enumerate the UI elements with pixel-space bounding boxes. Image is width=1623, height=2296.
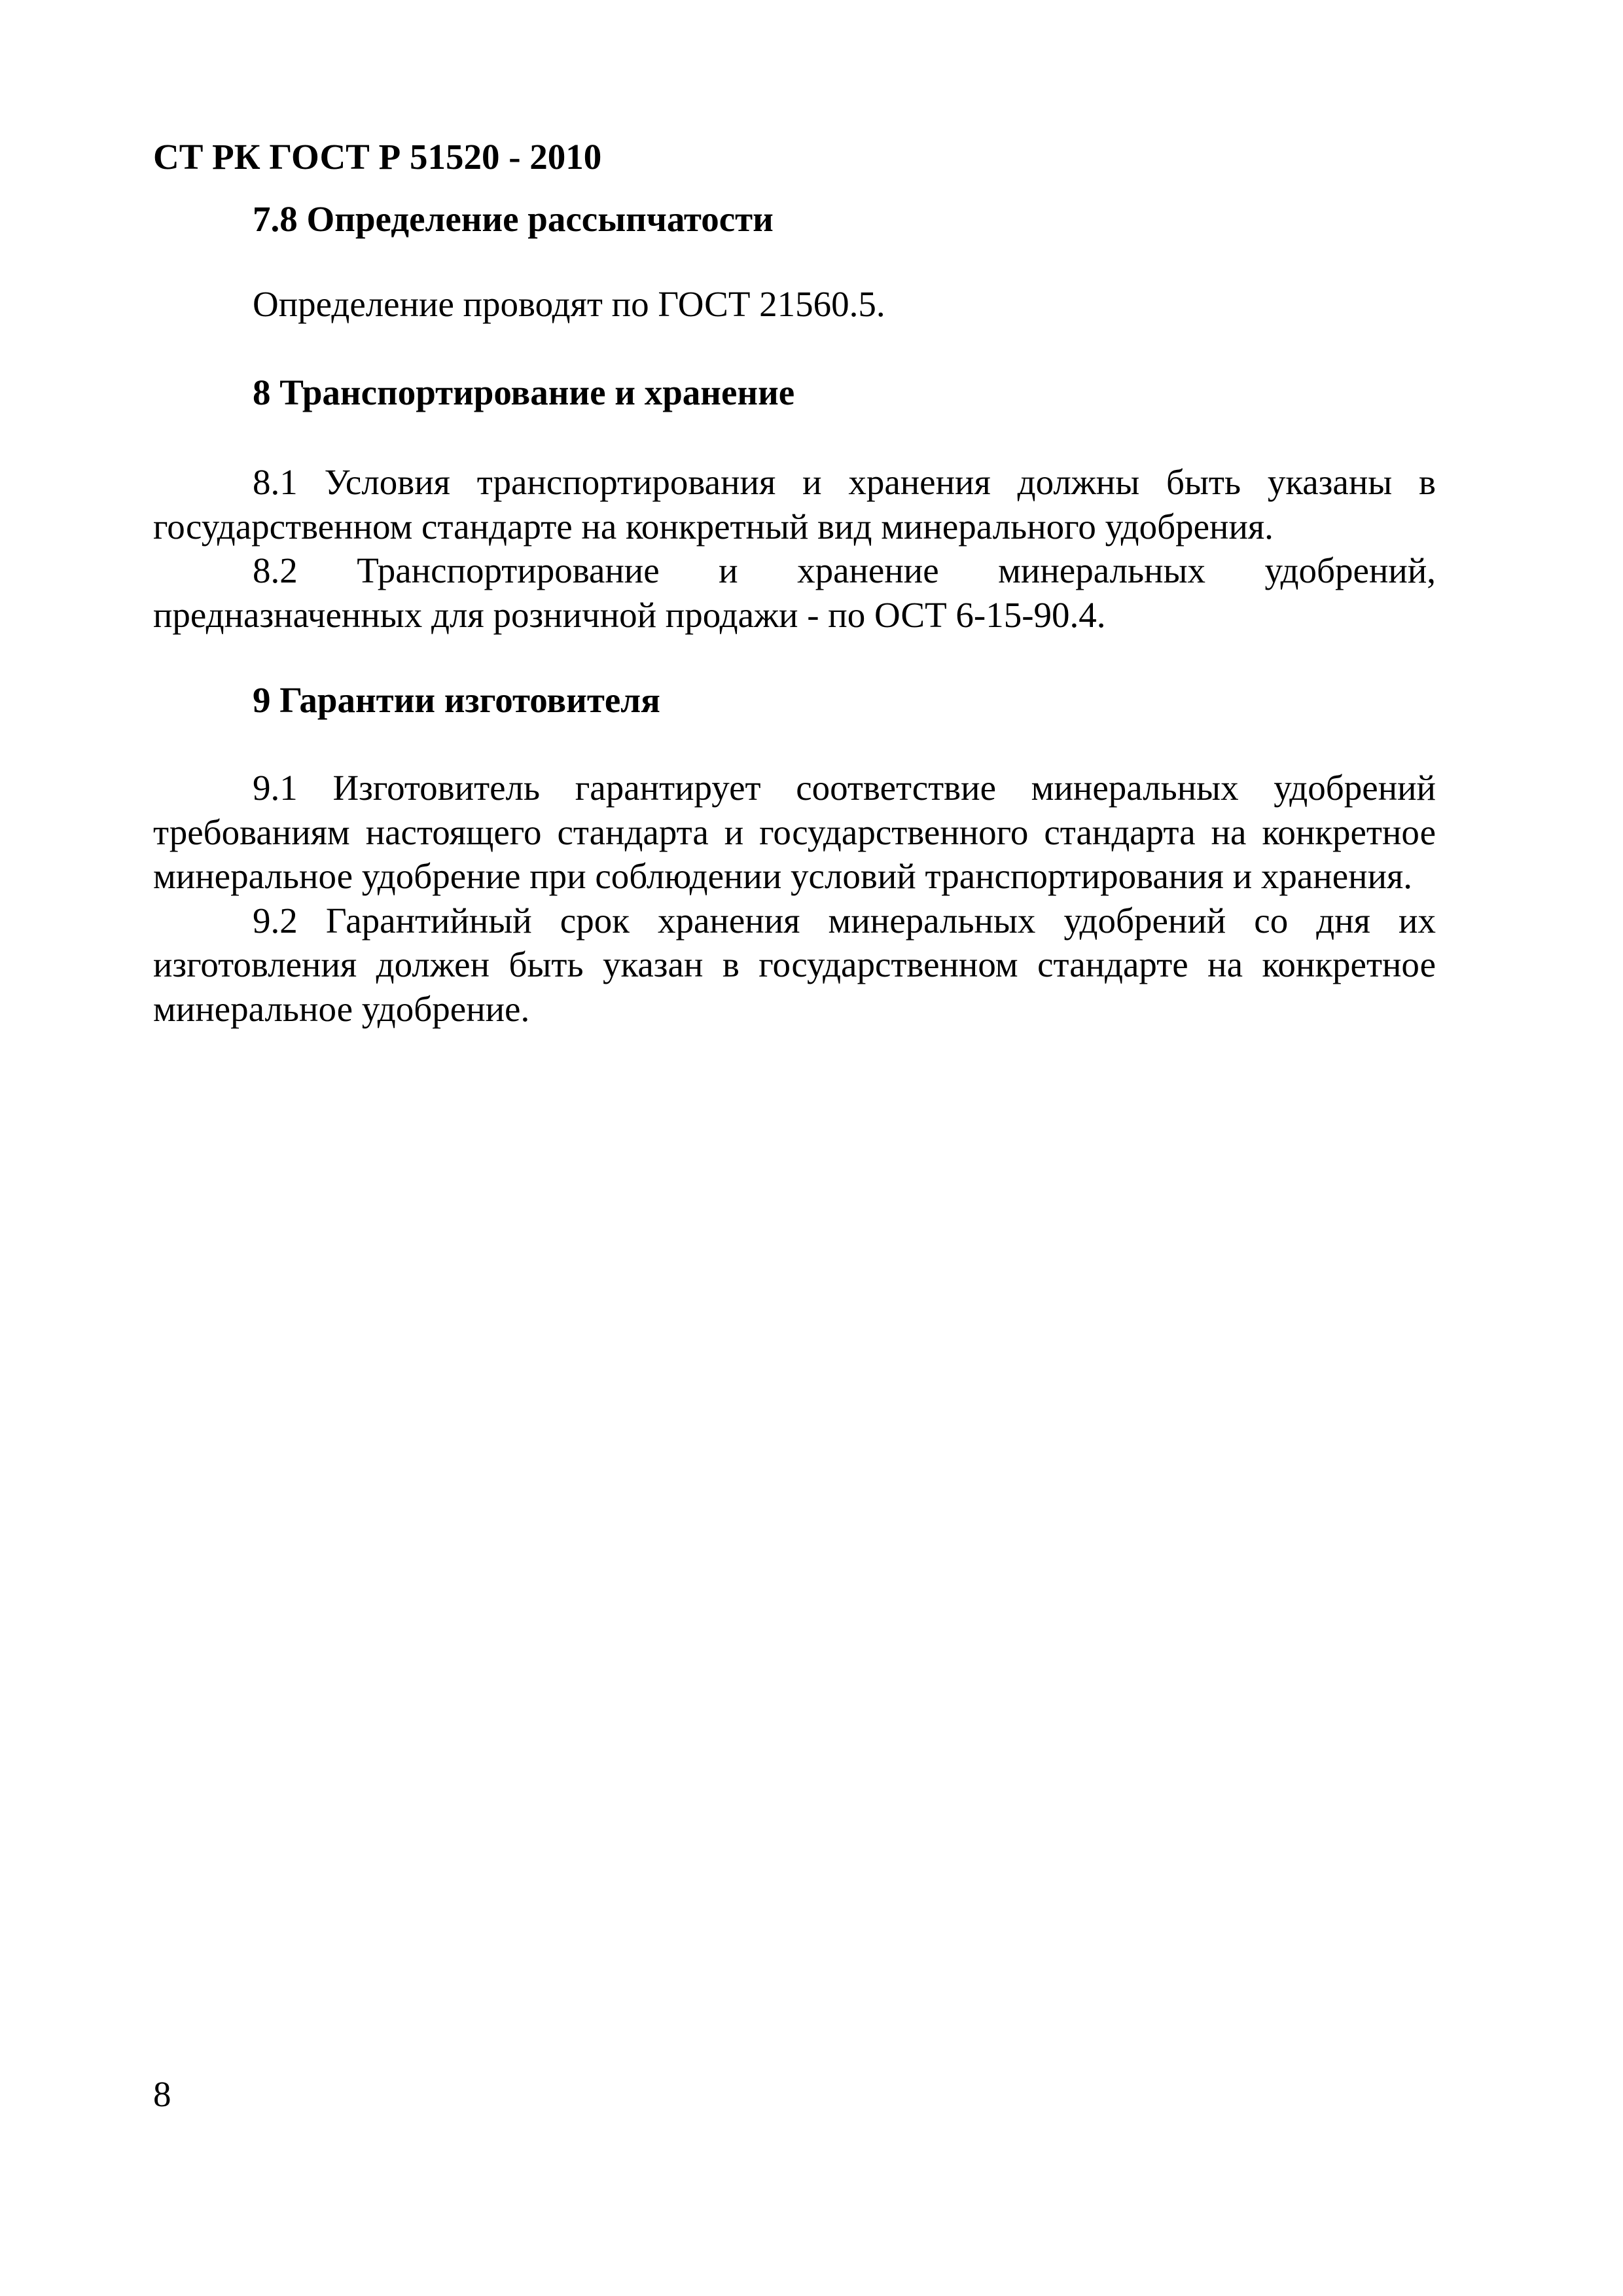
section-8-body (153, 460, 1436, 637)
paragraph-8-2: 8.2 Транспортирование и хранение минеральных удобрений, предназначенных для розничной продажи - по ОСТ 6-15-90.4. (153, 550, 1436, 635)
document-code-header: СТ РК ГОСТ Р 51520 - 2010 (153, 137, 602, 177)
section-7-8-text: Определение проводят по ГОСТ 21560.5. (253, 284, 885, 324)
section-7-8-heading: 7.8 Определение рассыпчатости (253, 199, 774, 239)
paragraph-9-1: 9.1 Изготовитель гарантирует соответствие минеральных удобрений требованиям настоящего стандарта и государственного стандарта на конкретное минеральное удобрение при соблюдении условий транспортирования и хранения. (153, 768, 1436, 896)
section-9-body (153, 766, 1436, 1031)
section-9-heading: 9 Гарантии изготовителя (253, 680, 660, 720)
page-number: 8 (153, 2074, 171, 2114)
paragraph-9-2: 9.2 Гарантийный срок хранения минеральных удобрений со дня их изготовления должен быть указан в государственном стандарте на конкретное минеральное удобрение. (153, 900, 1436, 1029)
section-8-heading: 8 Транспортирование и хранение (253, 372, 795, 412)
paragraph-8-1: 8.1 Условия транспортирования и хранения должны быть указаны в государственном стандарте на конкретный вид минерального удобрения. (153, 462, 1436, 547)
